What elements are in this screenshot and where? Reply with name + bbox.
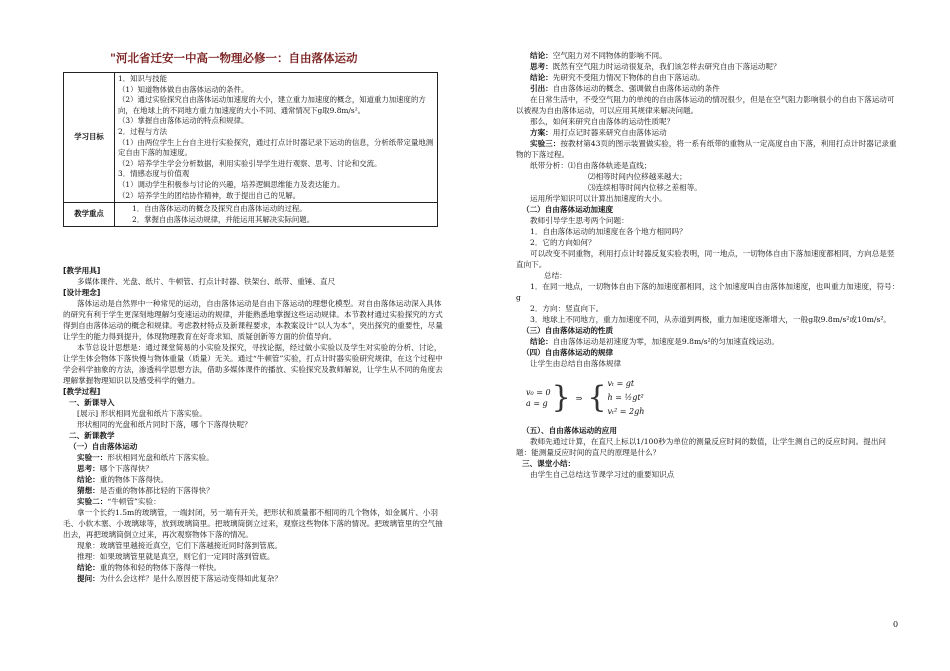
labeled-line: 实验三：按教材第43页的图示装置做实验，将一系有纸带的重物从一定高度自由下落，利用打点计时器记录重物的下落过程。 — [516, 139, 897, 159]
formula-vt: vₜ = gt — [607, 379, 635, 388]
key-points-row — [64, 203, 438, 227]
implies-arrow-icon: ⇒ — [575, 393, 583, 403]
part2-sub1: （一）自由落体运动 — [69, 442, 138, 451]
formula-conditions — [526, 387, 551, 409]
objectives-label: 学习目标 — [64, 73, 115, 203]
labeled-line: 引出：自由落体运动的概念、强调做自由落体运动的条件 — [530, 84, 720, 93]
right-brace-icon: } — [551, 380, 571, 415]
obj-line: （3）掌握自由落体运动的特点和规律。 — [118, 116, 249, 126]
acc-line: 1．在同一地点，一切物体自由下落的加速度都相同，这个加速度叫自由落体加速度，也叫重力加速度，符号：g — [516, 282, 900, 302]
obj-line: （2）培养学生的团结协作精神，敢于提出自己的见解。 — [118, 190, 301, 200]
design-heading: [设计理念] — [63, 288, 101, 297]
key-points-label: 教学重点 — [64, 203, 115, 227]
process-heading: [教学过程] — [63, 387, 101, 396]
section-heading: （四）自由落体运动的规律 — [522, 348, 614, 357]
part1-line: [展示] 形状相同光盘和纸片下落实验。 — [77, 409, 207, 418]
acc-line: 2．方向：竖直向下。 — [530, 304, 604, 313]
obj-line: 3．情感态度与价值观 — [118, 169, 190, 179]
acc-line: 3．地球上不同地方，重力加速度不同，从赤道到两极，重力加速度逐渐增大，一般g取9.8m/s²或10m/s²。 — [530, 315, 891, 324]
key-line: 2．掌握自由落体运动规律，并能运用其解决实际问题。 — [132, 214, 315, 224]
paragraph: 那么，如何来研究自由落体的运动性质呢？ — [530, 117, 675, 126]
acc-line: 总结： — [544, 271, 567, 280]
labeled-line: 思考：哪个下落得快？ — [77, 464, 153, 473]
section-heading: （五）、自由落体运动的应用 — [522, 426, 617, 435]
summary-line: 由学生自己总结这节课学习过的重要知识点 — [530, 470, 675, 479]
right-column — [516, 50, 901, 480]
labeled-line: 结论：重的物体和轻的物体下落得一样快。 — [77, 563, 222, 572]
obj-line: 1．知识与技能 — [118, 74, 168, 83]
page-number: 0 — [893, 620, 899, 629]
design-paragraph: 本节总设计思想是：通过课堂简易的小实验及探究，寻找论据，经过做小实验以及学生对实验的分析、讨论，让学生体会物体下落快慢与物体重量（质量）无关。通过“牛顿管”实验，打点计时器实验研究规律，在这个过程中学会科学抽象的方法，渗透科学思想方法，借助多媒体课件的播放、实验探究及教师解说，让学生从不同的角度去理解掌握物理知识以及感受科学的魅力。 — [63, 343, 443, 385]
inference-line: 推理：如果玻璃管里就是真空，则它们一定同时落到管底。 — [77, 552, 275, 561]
design-paragraph: 落体运动是自然界中一种常见的运动，自由落体运动是自由下落运动的理想化模型。对自由落体运动深入具体的研究有利于学生更深刻地理解匀变速运动的规律，并能熟悉地掌握这些运动规律。本节教材通过实验探究的方式得到自由落体运动的概念和规律。考虑教材特点及新课程要求，本教案设计“以人为本”，突出探究的重要性，尽量让学生的能力得到提升，体现物理教育在好奇求知、质疑创新等方面的价值导向。 — [63, 299, 443, 341]
paragraph: 在日常生活中，不受空气阻力的单纯的自由落体运动的情况很少，但是在空气阻力影响很小的自由下落运动可以被视为自由落体运动，可以应用其规律来解决问题。 — [516, 95, 895, 115]
formula-a: a = g — [526, 399, 548, 408]
labeled-line: 结论：先研究不受阻力情况下物体的自由下落运动。 — [530, 73, 705, 82]
formula-vt2: vₜ² = 2gh — [607, 407, 645, 416]
section-heading: （三）自由落体运动的性质 — [522, 326, 614, 335]
tape-line: ⑵相等时间内位移越来越大； — [588, 172, 687, 181]
obj-line: （1）调动学生积极参与讨论的兴趣，培养逻辑思维能力及表达能力。 — [118, 179, 345, 189]
obj-line: （1）知道物体做自由落体运动的条件。 — [118, 84, 249, 94]
key-line: 1．自由落体运动的概念及探究自由落体运动的过程。 — [132, 204, 307, 214]
summary-heading: 三、课堂小结： — [522, 459, 576, 468]
objectives-row — [64, 73, 438, 203]
obj-line: （2）通过实验探究自由落体运动加速度的大小，建立重力加速度的概念，知道重力加速度的方向，在地球上的不同地方重力加速度的大小不同、通常情况下g取9.8m/s²。 — [118, 95, 426, 115]
left-column-body — [63, 265, 443, 584]
formula-h: h = ½gt² — [607, 393, 644, 402]
labeled-line: 方案：用打点记时器来研究自由落体运动 — [530, 128, 667, 137]
part1-title: 一、新课导入 — [69, 398, 115, 407]
tools-text: 多媒体课件、光盘、纸片、牛顿管、打点计时器、铁架台、纸带、重锤、直尺 — [77, 277, 336, 286]
acc-line: 2．它的方向如何？ — [530, 238, 596, 247]
labeled-line: 结论：重的物体下落得快。 — [77, 475, 169, 484]
newton-tube-text: 拿一个长约1.5m的玻璃管，一端封闭，另一端有开关，把形状和质量都不相同的几个物体，如金属片、小羽毛、小软木塞、小玻璃球等，放到玻璃筒里。把玻璃筒倒立过来，观察这些物体下落的情况。把玻璃管里的空气抽出去，再把玻璃筒倒立过来，再次观察物体下落的情况。 — [63, 508, 443, 539]
free-fall-formula — [526, 373, 901, 423]
obj-line: （2）培养学生学会分析数据，利用实验引导学生进行观察、思考、讨论和交流。 — [118, 158, 382, 168]
law-line: 让学生由总结自由落体规律 — [530, 359, 622, 368]
labeled-line: 思考：既然有空气阻力时运动很复杂，我们该怎样去研究自由下落运动呢？ — [530, 62, 781, 71]
document-title: "河北省迁安一中高一物理必修一：自由落体运动 — [110, 51, 358, 65]
acc-line: 1．自由落体运动的加速度在各个地方相同吗？ — [530, 227, 687, 236]
acc-line: 可以改变不同重物，利用打点计时器反复实验表明，同一地点，一切物体自由下落加速度都相同，方向总是竖直向下。 — [516, 249, 895, 269]
left-brace-icon: { — [587, 380, 607, 415]
obj-line: 2．过程与方法 — [118, 126, 168, 136]
formula-results — [608, 377, 645, 419]
part2-title: 二、新课教学 — [69, 431, 115, 440]
application-line: 教师先通过计算，在直尺上标以1/100秒为单位的测量反应时间的数值，让学生测自己的反应时间。提出问题：能测量反应时间的直尺的原理是什么？ — [516, 437, 887, 457]
phenomenon-line: 现象：玻璃管里越接近真空，它们下落越接近同时落到管底。 — [77, 541, 283, 550]
objectives-table — [63, 72, 438, 227]
labeled-line: 结论：自由落体运动是初速度为零，加速度是9.8m/s²的匀加速直线运动。 — [530, 337, 779, 346]
key-points-content — [115, 203, 438, 227]
part1-line: 形状相同的光盘和纸片同时下落，哪个下落得快呢？ — [77, 420, 252, 429]
objectives-content — [115, 73, 438, 203]
labeled-line: 提问：为什么会这样？是什么原因使下落运动变得如此复杂？ — [77, 574, 283, 583]
section-heading: （二）自由落体运动加速度 — [522, 205, 614, 214]
tape-line: ⑶连续相等时间内位移之差相等。 — [588, 183, 702, 192]
tape-end: 运用所学知识可以计算出加速度的大小。 — [530, 194, 667, 203]
labeled-line: 实验一：形状相同光盘和纸片下落实验。 — [77, 453, 214, 462]
labeled-line: 结论：空气阻力对不同物体的影响不同。 — [530, 51, 667, 60]
formula-v0: v₀ = 0 — [526, 388, 551, 397]
obj-line: （1）由两位学生上台自主进行实验探究，通过打点计时器记录下运动的信息，分析纸带定量地测定自由下落的加速度。 — [118, 137, 434, 158]
labeled-line: 猜想：是否重的物体都比轻的下落得快？ — [77, 486, 214, 495]
tools-heading: [教学用具] — [63, 266, 101, 275]
tape-analysis: 纸带分析：⑴自由落体轨迹是直线； — [530, 161, 652, 170]
labeled-line: 实验二：“牛顿管”实验： — [77, 497, 161, 506]
acc-line: 教师引导学生思考两个问题： — [530, 216, 629, 225]
